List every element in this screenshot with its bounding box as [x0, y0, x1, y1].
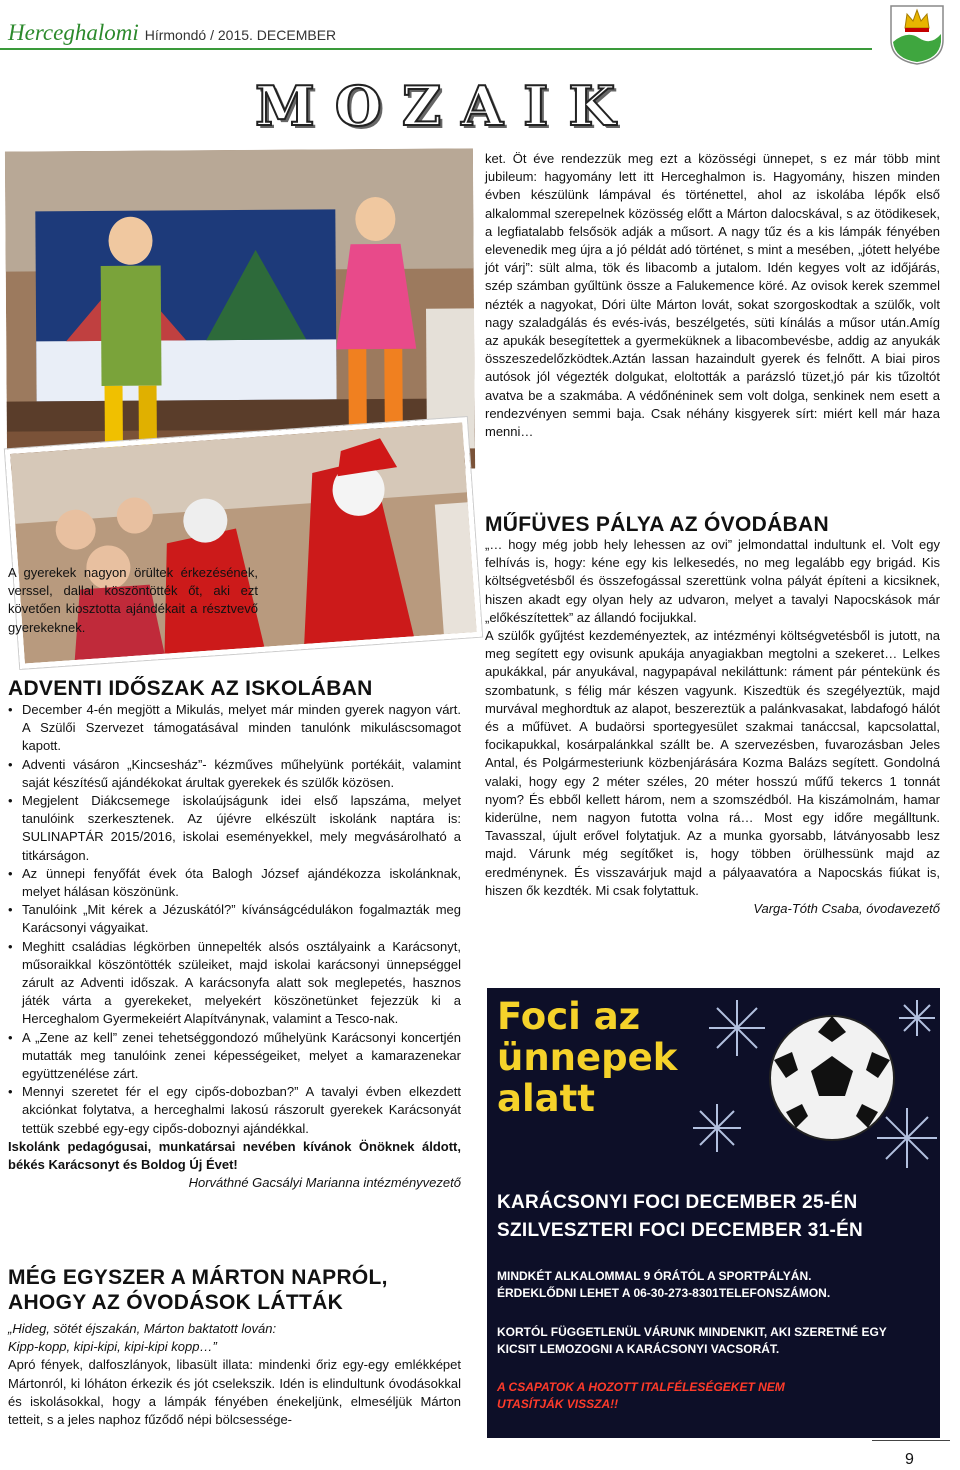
adventi-signature: Horváthné Gacsályi Marianna intézményvezető: [188, 1175, 461, 1191]
marton-verse-1: „Hideg, sötét éjszakán, Márton baktatott lován:: [8, 1321, 277, 1336]
mufuves-section: [485, 536, 940, 918]
masthead: [8, 20, 336, 46]
foci-drinks-note: A CSAPATOK A HOZOTT ITALFÉLESÉGEKET NEM UTASÍTJÁK VISSZA!!: [497, 1380, 785, 1411]
brand-name: Herceghalomi: [8, 20, 139, 45]
list-item: • Mennyi szeretet fér el egy cipős-dobozban?” A tavalyi évben elkezdett akciónkat folytatva, a herceghalmi lakosú rászorult gyerekek Karácsonyát tettük szebbé egy-egy cipős-doboznyi ajándékkal.: [22, 1083, 461, 1138]
crest-icon: [889, 4, 945, 66]
issue-label: Hírmondó / 2015. DECEMBER: [144, 27, 337, 43]
list-item: • Megjelent Diákcsemege iskolaújságunk idei első lapszáma, melyet tanulóink szerkesztenek. Az újévre elkészült iskolánk naptára is: SULINAPTÁR 2015/2016, iskolai eseményekkel, mely megvásárolható a titkárságon.: [22, 792, 461, 865]
foci-time-info: MINDKÉT ALKALOMMAL 9 ÓRÁTÓL A SPORTPÁLYÁN.: [497, 1269, 812, 1283]
adventi-section: [8, 701, 461, 1192]
marton-heading: [8, 1265, 468, 1315]
marton-section: [8, 1320, 461, 1429]
mufuves-paragraph-2: A szülők gyűjtést kezdeményeztek, az intézményi költségvetésből is jutott, na meg segített egy ovisunk apukája anyagiakban megtolni a szekeret… Lelkes apukákkal, pár anyukával, nagypapával nekiláttunk: ráment pár péntekünk és szombatunk, s félig már készen vagyunk. Kiszedtük és szegélyeztük, majd murvával meghordtuk az alapot, beszereztük a palánkvasakat, labdafogó hálót és a műfüvet. A budaörsi sportegyesület szakmai tanáccsal, kapcsolattal, focikapukkal, kosárpalánkkal szállt be. A szervezésben, fuvarozásban Jeles Antal, és Polgármesteriunk közbenjárására Kozma Balázs segített. Gondolná valaki, hogy egy 2 méter széles, 20 méter hosszú műfű tekercs 1 tonnát nyom? És ebből kellett három, nem a szomszédból. Ha kiszámolnám, hamar kiderülne, nem nagyon futotta volna rá… Most egy időre megálltunk. Tavasszal, újult erővel folytatjuk. Az a munka gyorsabb, látványosabb lesz majd. Várunk még segítőket is, hogy többen örülhessünk majd az eredménynek. És visszavárjuk majd a pályaavatóra a Napocskás fiúkat is, hiszen ők kezdték. Mi csak folytattuk.: [485, 628, 940, 898]
header-rule: [0, 48, 872, 50]
marton-heading-line1: MÉG EGYSZER A MÁRTON NAPRÓL,: [8, 1266, 388, 1289]
list-item: • Tanulóink „Mit kérek a Jézuskától?” kívánságcédulákon fogalmazták meg Karácsonyi vágyaikat.: [22, 901, 461, 937]
list-item: • Meghitt családias légkörben ünnepelték alsós osztályaink a Karácsonyt, műsoraikkal köszöntötték szüleiket, majd iskolai karácsonyi ünnepséggel zárult az Adventi időszak. A karácsonyfa alatt sok meglepetés, hasznos játék várta a gyerekeket, melyekért köszönetünket fejezzük ki a Herceghalom Gyermekeiért Alapítványnak, valamint a Tesco-nak.: [22, 938, 461, 1029]
foci-title: Foci az ünnepek alatt: [497, 995, 678, 1120]
foci-newyear-line: SZILVESZTERI FOCI DECEMBER 31-ÉN: [497, 1220, 864, 1241]
photo-caption: A gyerekek nagyon örültek érkezésének, verssel, dallal köszöntötték őt, aki ezt követően kiosztotta ajándékait a résztvevő gyerekeknek.: [8, 565, 258, 635]
mufuves-signature: Varga-Tóth Csaba, óvodavezető: [753, 901, 940, 917]
foci-christmas-line: KARÁCSONYI FOCI DECEMBER 25-ÉN: [497, 1192, 858, 1213]
list-item: • December 4-én megjött a Mikulás, melyet már minden gyerek nagyon várt. A Szülői Szervezet támogatásával minden tanulónk mikuláscsomagot kapott.: [22, 701, 461, 756]
page-number-rule: [872, 1440, 950, 1441]
marton-verse-2: Kipp-kopp, kipi-kipi, kipi-kipi kopp…”: [8, 1339, 217, 1355]
adventi-list: [8, 701, 461, 1138]
marton-body: Apró fények, dalfoszlányok, libasült illata: mindenki őriz egy-egy emlékképet Mártonról, ki lóháton érkezik és jót cselekszik. Idén is elindultunk óvodásokkal és iskolásokkal, hogy a lámpák fényében énekeljünk, elmeséljük Márton tetteit, s a jeles naphoz fűződő népi bölcsessége-: [8, 1357, 461, 1428]
mufuves-paragraph-1: „… hogy még jobb hely lehessen az ovi” jelmondattal indultunk el. Volt egy felhívás is, hogy: kéne egy kis lelkesedés, no meg legalább egy brigád. Kis költségvetésből és összefogással szerettünk volna pályát építeni a kicsiknek, hiszen akadt egy olyan hely az udvaron, melyet a tavalyi Napocskások már „előkészítettek” az állandó focijukkal.: [485, 537, 940, 625]
page-number: 9: [905, 1451, 914, 1468]
adventi-closing: Iskolánk pedagógusai, munkatársai nevében kívánok Önöknek áldott, békés Karácsonyt és Boldog Új Évet!: [8, 1138, 461, 1173]
marton-continued-text: ket. Öt éve rendezzük meg ezt a közösségi ünnepet, s ez már több mint jubileum: hagyomány lett itt Herceghalmon is. Hagyomány, hiszen minden évben készülünk lámpával és történettel, ahol az iskolába lépők első alkalommal szerepelnek közösség előtt a Márton dalocskával, s az ötödikesek, a legfiatalabb felsősök adják a műsort. A nagy tűz és a kis lámpák fényében elevenedik meg újra a jó példát adó történet, s mint a mesében, „jótett helyébe jót várj”: sült alma, tök és libacomb a jutalom. Idén kegyes volt az időjárás, szép számban gyűltünk össze a Falukemence köré. Az ovisok kerek szemmel nézték a nagyokat, Dóri ülte Márton lovát, sokat szorgoskodtak a szülők, volt nagy szaladgálás és evés-ivás, beszélgetés, süti kínálás a műsor után.Amíg az apukák besegítettek a gyermeküknek a libacombevésbe, addig az anyukák összeszedelőzködtek.Aztán lassan hazaindult gyerek és felnőtt. A biai piros autósok jól végezték dolgukat, eloltották a parázsló tüzet,jó pár kis tűzoltót avatva be a szakmába. A védőnéninek sem volt dolga, senkinek nem esett a rendezvényen semmi baja. Csak néhány kisgyerek sírt: miért kell már haza menni…: [485, 151, 940, 440]
list-item: • Adventi vásáron „Kincsesház”- kézműves műhelyünk portékáit, valamint saját készítésű ajándékokat árultak gyerekek és szülők közösen.: [22, 756, 461, 792]
mufuves-heading: MŰFÜVES PÁLYA AZ ÓVODÁBAN: [485, 513, 829, 536]
list-item: • A „Zene az kell” zenei tehetséggondozó műhelyünk Karácsonyi koncertjén mutatták meg tanulóink zenei képességeiket, melyet a kamarazenekar együttzenélése zárt.: [22, 1029, 461, 1084]
section-title: MOZAIK: [255, 74, 636, 138]
marton-heading-line2: AHOGY AZ ÓVODÁSOK LÁTTÁK: [8, 1291, 344, 1314]
adventi-heading: ADVENTI IDŐSZAK AZ ISKOLÁBAN: [8, 677, 373, 700]
foci-phone-info: ÉRDEKLŐDNI LEHET A 06-30-273-8301TELEFONSZÁMON.: [497, 1286, 831, 1300]
list-item: • Az ünnepi fenyőfát évek óta Balogh József ajándékozza iskolánknak, melyet hálásan köszönünk.: [22, 865, 461, 901]
foci-poster: [487, 988, 940, 1438]
foci-invite-info: KORTÓL FÜGGETLENÜL VÁRUNK MINDENKIT, AKI SZERETNÉ EGY KICSIT LEMOZOGNI A KARÁCSONYI VACSORÁT.: [497, 1325, 887, 1356]
